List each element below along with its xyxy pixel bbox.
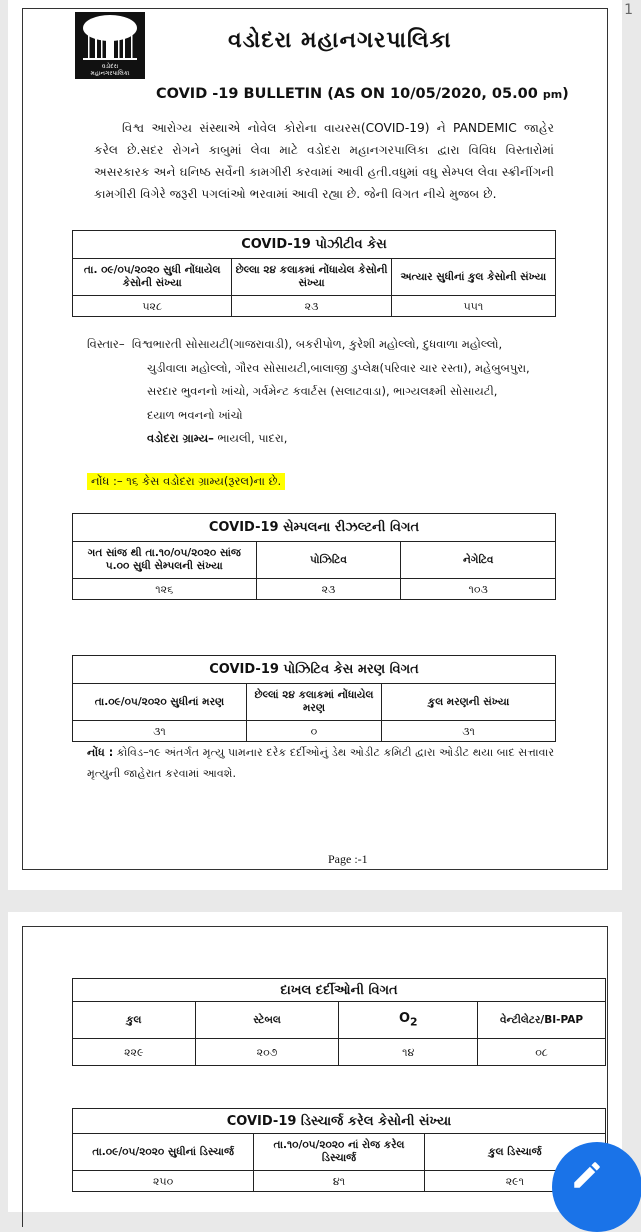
area-line-1 xyxy=(87,333,567,357)
table-header-cell: તા.૦૯/૦૫/૨૦૨૦ સુધીનાં મરણ xyxy=(73,684,247,721)
table-cell: ૩૧ xyxy=(382,721,556,742)
affected-areas xyxy=(87,333,567,451)
table-cell: ૦ xyxy=(246,721,381,742)
table-title: COVID-19 સેમ્પલના રીઝલ્ટની વિગત xyxy=(73,514,556,542)
table-header-cell: તા. ૦૯/૦૫/૨૦૨૦ સુધી નોંધાયેલ કેસોની સંખ્યા xyxy=(73,259,232,296)
table-cell: ૧૦૩ xyxy=(401,579,556,600)
edit-fab-button[interactable] xyxy=(552,1142,641,1232)
note-text: કોવિડ–૧૯ અંતર્ગત મૃત્યુ પામનાર દરેક દર્દીઓનું ડેથ ઓડીટ કમિટી દ્વારા ઓડીટ થયા બાદ સત્તાવાર મૃત્યુની જાહેરાત કરવામાં આવશે. xyxy=(87,746,555,780)
area-line-4: દયાળ ભવનનો ખાંચો xyxy=(147,407,243,422)
table-header-cell: તા.૦૯/૦૫/૨૦૨૦ સુધીનાં ડિસ્ચાર્જ xyxy=(73,1134,254,1171)
rural-note-highlight: નોંધ :– ૧૬ કેસ વડોદરા ગ્રામ્ય(રૂરલ)ના છે. xyxy=(87,473,285,490)
table-title: COVID-19 પોઝિટિવ કેસ મરણ વિગત xyxy=(73,656,556,684)
admitted-patients-table xyxy=(72,978,606,1066)
table-title: દાખલ દર્દીઓની વિગત xyxy=(73,979,606,1002)
table-title: COVID-19 ડિસ્ચાર્જ કરેલ કેસોની સંખ્યા xyxy=(73,1109,606,1134)
bulletin-main: COVID -19 BULLETIN (AS ON 10/05/2020, 05.00 xyxy=(156,86,543,102)
table-cell: ૦૮ xyxy=(478,1039,606,1066)
table-header-cell: કુલ ડિસ્ચાર્જ xyxy=(424,1134,605,1171)
oxygen-label: O xyxy=(398,1010,411,1026)
rural-areas xyxy=(87,427,567,451)
table-header-cell: વેન્ટીલેટર/BI-PAP xyxy=(478,1002,606,1039)
death-audit-note xyxy=(87,742,567,784)
oxygen-subscript: 2 xyxy=(410,1015,418,1029)
vmc-logo xyxy=(75,12,145,79)
table-title: COVID-19 પોઝીટીવ કેસ xyxy=(73,231,556,259)
table-cell: ૨૩ xyxy=(232,296,391,317)
document-page-2 xyxy=(8,912,622,1212)
document-page-1 xyxy=(8,0,622,890)
table-cell: ૧૪ xyxy=(339,1039,478,1066)
pencil-icon xyxy=(570,1158,604,1192)
table-header-cell: કુલ મરણની સંખ્યા xyxy=(382,684,556,721)
banyan-tree-icon xyxy=(75,12,145,62)
table-header-cell xyxy=(339,1002,478,1039)
table-header-cell: નેગેટિવ xyxy=(401,542,556,579)
table-cell: ૨૩ xyxy=(256,579,401,600)
table-header-cell: અત્યાર સુધીનાં કુલ કેસોની સંખ્યા xyxy=(391,259,555,296)
area-text: વિશ્વભારતી સોસાયટી(ગાજરાવાડી), બકરીપોળ, કુરેશી મહોલ્લો, દુધવાળા મહોલ્લો, xyxy=(131,337,503,351)
org-title: વડોદરા મહાનગરપાલિકા xyxy=(228,28,452,53)
bulletin-close: ) xyxy=(562,86,569,102)
bulletin-heading xyxy=(156,86,569,102)
table-header-cell: કુલ xyxy=(73,1002,196,1039)
table-cell: ૩૧ xyxy=(73,721,247,742)
death-details-table xyxy=(72,655,556,742)
sample-results-table xyxy=(72,513,556,600)
rural-label: વડોદરા ગ્રામ્ય– xyxy=(147,431,214,445)
table-header-cell: છેલ્લા ૨૪ કલાકમાં નોંધાયેલ કેસોની સંખ્યા xyxy=(232,259,391,296)
table-cell: ૨૨૯ xyxy=(73,1039,196,1066)
logo-text-line1: વડોદરા xyxy=(101,63,119,70)
logo-text-line2: મહાનગરપાલિકા xyxy=(90,70,130,77)
intro-paragraph xyxy=(94,117,554,205)
intro-text: વિશ્વ આરોગ્ય સંસ્થાએ નોવેલ કોરોના વાયરસ(COVID-19) ને PANDEMIC જાહેર કરેલ છે.સદર રોગને કાબુમાં લેવા માટે વડોદરા મહાનગરપાલિકા દ્વારા વિવિધ વિસ્તારોમાં અસરકારક અને ઘનિષ્ઠ સર્વેની કામગીરી કરવામાં આવી હતી.વધુમાં વધુ સેમ્પલ લેવા સ્ક્રીનીંગની કામગીરી વિગેરે જરૂરી પગલાંઓ ભરવામાં આવી રહ્યા છે. જેની વિગત નીચે મુજબ છે. xyxy=(94,121,554,201)
area-line-3: સરદાર ભુવનનો ખાંચો, ગર્વમેન્ટ કવાર્ટસ (સલાટવાડા), ભાગ્યલક્ષ્મી સોસાયટી, xyxy=(147,384,498,398)
table-cell: ૪૧ xyxy=(254,1171,425,1192)
rural-value: ભાયલી, પાદરા, xyxy=(213,431,288,445)
table-cell: ૨૦૭ xyxy=(195,1039,339,1066)
table-header-cell: પોઝિટિવ xyxy=(256,542,401,579)
table-header-cell: ગત સાંજ થી તા.૧૦/૦૫/૨૦૨૦ સાંજ ૫.૦૦ સુધી સેમ્પલની સંખ્યા xyxy=(73,542,257,579)
positive-cases-table xyxy=(72,230,556,317)
viewer-page-number: 1 xyxy=(624,2,633,18)
table-header-cell: તા.૧૦/૦૫/૨૦૨૦ નાં રોજ કરેલ ડિસ્ચાર્જ xyxy=(254,1134,425,1171)
page-footer: Page :-1 xyxy=(328,852,368,866)
table-cell: ૧૨૬ xyxy=(73,579,257,600)
bulletin-pm: pm xyxy=(542,88,563,101)
area-line-2: ચુડીવાલા મહોલ્લો, ગૌરવ સોસાયટી,બાલાજી ડુપ્લેક્ષ(પરિવાર ચાર રસ્તા), મહેબુબપુરા, xyxy=(147,360,530,375)
table-header-cell: છેલ્લાં ૨૪ કલાકમાં નોંધાયેલ મરણ xyxy=(246,684,381,721)
area-label: વિસ્તાર– xyxy=(87,337,125,351)
table-cell: ૫૨૮ xyxy=(73,296,232,317)
table-cell: ૨૯૧ xyxy=(424,1171,605,1192)
discharge-table xyxy=(72,1108,606,1192)
table-cell: ૨૫૦ xyxy=(73,1171,254,1192)
table-cell: ૫૫૧ xyxy=(391,296,555,317)
note-label: નોંધ : xyxy=(87,746,114,759)
table-header-cell: સ્ટેબલ xyxy=(195,1002,339,1039)
